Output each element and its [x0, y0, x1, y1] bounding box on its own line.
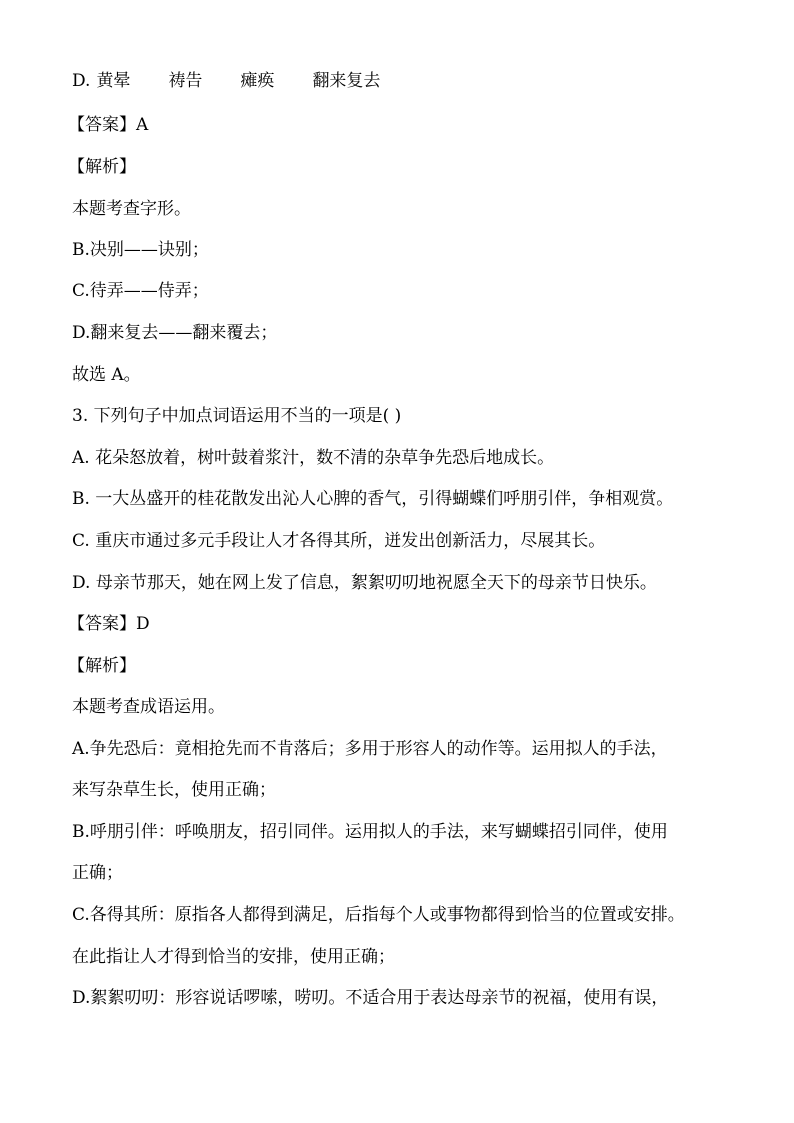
q3-explanation-b-line2: 正确； — [72, 863, 123, 883]
q2-option-d — [72, 70, 732, 92]
q3-explanation-a-line1: A.争先恐后：竟相抢先而不肯落后；多用于形容人的动作等。运用拟人的手法， — [72, 739, 668, 759]
q2-option-d-word-2: 祷告 — [168, 71, 203, 91]
q3-option-a: A. 花朵怒放着，树叶鼓着浆汁，数不清的杂草争先恐后地成长。 — [72, 448, 555, 468]
q2-option-d-word-1: 黄晕 — [96, 71, 131, 91]
q2-option-d-word-4: 翻来复去 — [312, 71, 381, 91]
q3-analysis-heading: 【解析】 — [68, 656, 136, 676]
q2-analysis-intro: 本题考查字形。 — [72, 199, 191, 219]
q3-explanation-c-line2: 在此指让人才得到恰当的安排，使用正确； — [72, 947, 395, 967]
q3-explanation-b-line1: B.呼朋引伴：呼唤朋友，招引同伴。运用拟人的手法，来写蝴蝶招引同伴，使用 — [72, 822, 668, 842]
q3-question: 3. 下列句子中加点词语运用不当的一项是( ) — [72, 406, 402, 426]
q2-option-d-label: D. — [72, 71, 91, 91]
q2-conclusion: 故选 A。 — [72, 365, 141, 385]
q2-correction-c: C.待弄——侍弄； — [72, 281, 209, 301]
q3-explanation-a-line2: 来写杂草生长，使用正确； — [72, 780, 276, 800]
q3-explanation-c-line1: C.各得其所：原指各人都得到满足，后指每个人或事物都得到恰当的位置或安排。 — [72, 905, 685, 925]
q2-analysis-heading: 【解析】 — [68, 157, 136, 177]
q2-option-d-word-3: 瘫痪 — [240, 71, 275, 91]
q3-option-b: B. 一大丛盛开的桂花散发出沁人心脾的香气，引得蝴蝶们呼朋引伴，争相观赏。 — [72, 489, 674, 509]
q3-answer: 【答案】D — [68, 614, 150, 634]
q3-option-c: C. 重庆市通过多元手段让人才各得其所，迸发出创新活力，尽展其长。 — [72, 531, 606, 551]
q3-analysis-intro: 本题考查成语运用。 — [72, 697, 225, 717]
q2-correction-b: B.决别——诀别； — [72, 240, 209, 260]
q3-explanation-d-line1: D.絮絮叨叨：形容说话啰嗦，唠叨。不适合用于表达母亲节的祝福，使用有误， — [72, 988, 669, 1008]
q2-answer: 【答案】A — [68, 115, 149, 135]
q3-option-d: D. 母亲节那天，她在网上发了信息，絮絮叨叨地祝愿全天下的母亲节日快乐。 — [72, 573, 657, 593]
q2-correction-d: D.翻来复去——翻来覆去； — [72, 323, 278, 343]
